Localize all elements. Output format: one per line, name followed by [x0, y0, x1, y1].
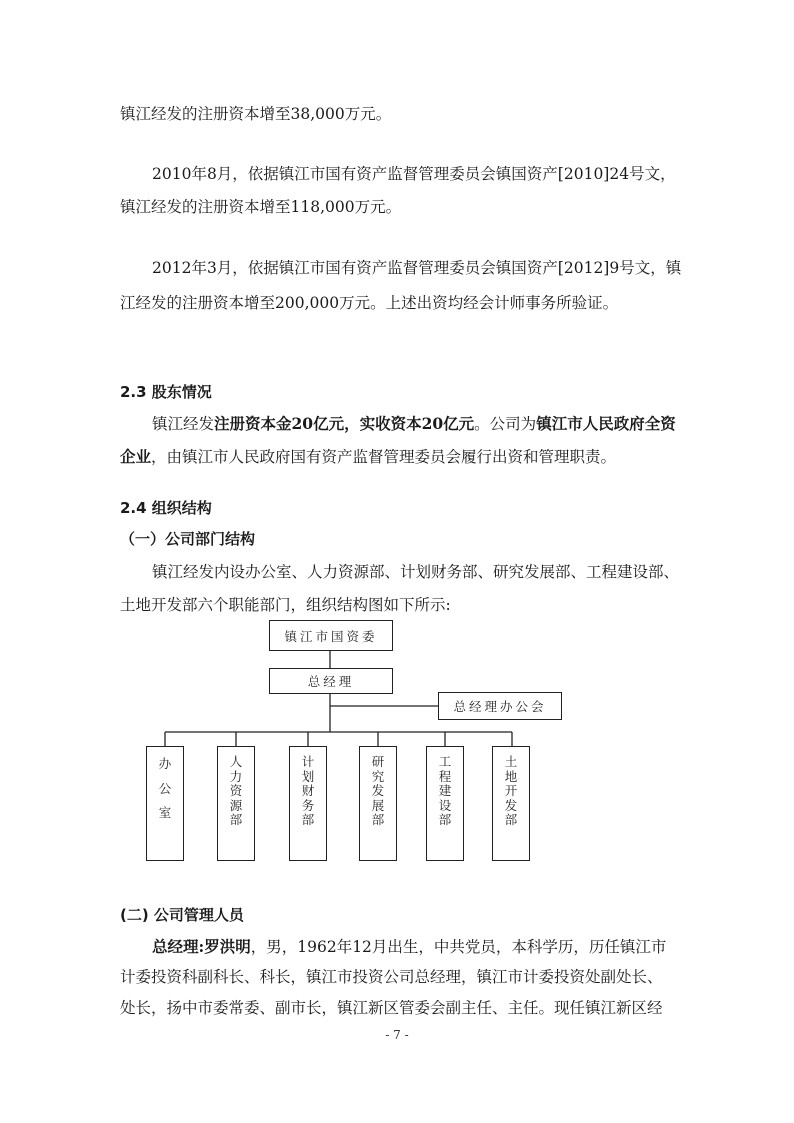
org-box-label: 镇江市国资委 [284, 628, 378, 644]
org-box-label: 总经理 [307, 674, 355, 689]
paragraph-line: 江经发的注册资本增至200,000万元。上述出资均经会计师事务所验证。 [120, 294, 619, 312]
dept-char: 划 [301, 768, 315, 784]
paragraph-line: 镇江经发的注册资本增至38,000万元。 [120, 105, 392, 123]
dept-char: 程 [438, 768, 452, 784]
dept-char: 研 [371, 754, 385, 769]
bold-run: 注册资本金20亿元，实收资本20亿元 [214, 414, 475, 433]
section-heading-organization: 2.4 组织结构 [120, 499, 212, 517]
text-run: 。公司为 [474, 415, 537, 433]
dept-char: 公 [158, 780, 172, 796]
subheading-management: (二) 公司管理人员 [120, 906, 244, 924]
text-run: ，由镇江市人民政府国有资产监督管理委员会履行出资和管理职责。 [151, 448, 617, 466]
page-number: - 7 - [385, 1028, 409, 1042]
dept-char: 源 [229, 797, 243, 813]
dept-char: 人 [229, 754, 243, 769]
dept-char: 土 [504, 754, 518, 769]
management-line-1 [152, 936, 712, 958]
paragraph-line: 镇江经发的注册资本增至118,000万元。 [120, 198, 402, 216]
dept-char: 部 [301, 812, 315, 827]
org-dept-engineering [426, 746, 464, 861]
paragraph-line: 计委投资科副科长、科长，镇江市投资公司总经理，镇江市计委投资处副处长、 [120, 968, 663, 986]
dept-char: 展 [371, 797, 385, 813]
org-dept-land [492, 746, 530, 861]
org-dept-finance [289, 746, 327, 861]
org-box-label: 总经理办公会 [453, 699, 547, 714]
dept-char: 力 [229, 768, 243, 784]
text-run: 镇江经发 [152, 415, 215, 433]
text-run: ，男，1962年12月出生，中共党员，本科学历，历任镇江市 [250, 938, 667, 956]
org-dept-office [146, 746, 184, 861]
dept-char: 财 [301, 783, 315, 798]
dept-char: 开 [504, 783, 518, 798]
bold-run: 企业 [120, 447, 152, 466]
dept-char: 设 [438, 797, 452, 813]
dept-char: 工 [438, 754, 452, 769]
dept-char: 务 [301, 797, 315, 813]
dept-char: 室 [158, 805, 172, 820]
dept-char: 究 [371, 768, 385, 784]
dept-char: 部 [229, 812, 243, 827]
paragraph-line: 镇江经发内设办公室、人力资源部、计划财务部、研究发展部、工程建设部、 [152, 563, 680, 581]
dept-char: 建 [438, 783, 452, 798]
paragraph-line: 土地开发部六个职能部门，组织结构图如下所示: [120, 596, 451, 614]
org-box-general-manager [269, 668, 393, 694]
bold-run: 镇江市人民政府全资 [536, 414, 676, 433]
bold-run: 总经理: [152, 937, 205, 956]
dept-char: 资 [229, 783, 243, 798]
org-box-sasac [269, 620, 393, 651]
paragraph-line: 2010年8月，依据镇江市国有资产监督管理委员会镇国资产[2010]24号文， [152, 165, 676, 183]
bold-run: 罗洪明 [204, 937, 251, 956]
dept-char: 部 [371, 812, 385, 827]
dept-char: 办 [158, 756, 172, 771]
org-dept-hr [217, 746, 255, 861]
section-heading-shareholders: 2.3 股东情况 [120, 383, 212, 401]
org-dept-research [359, 746, 397, 861]
paragraph-line: 处长，扬中市委常委、副市长，镇江新区管委会副主任、主任。现任镇江新区经 [120, 999, 663, 1017]
dept-char: 计 [301, 754, 315, 769]
dept-char: 部 [504, 812, 518, 827]
dept-char: 地 [504, 768, 518, 784]
dept-char: 部 [438, 812, 452, 827]
subheading-department-structure: （一）公司部门结构 [120, 530, 256, 548]
dept-char: 发 [371, 783, 385, 798]
org-box-gm-office [438, 692, 562, 720]
paragraph-line: 2012年3月，依据镇江市国有资产监督管理委员会镇国资产[2012]9号文，镇 [152, 259, 682, 277]
dept-char: 发 [504, 797, 518, 813]
